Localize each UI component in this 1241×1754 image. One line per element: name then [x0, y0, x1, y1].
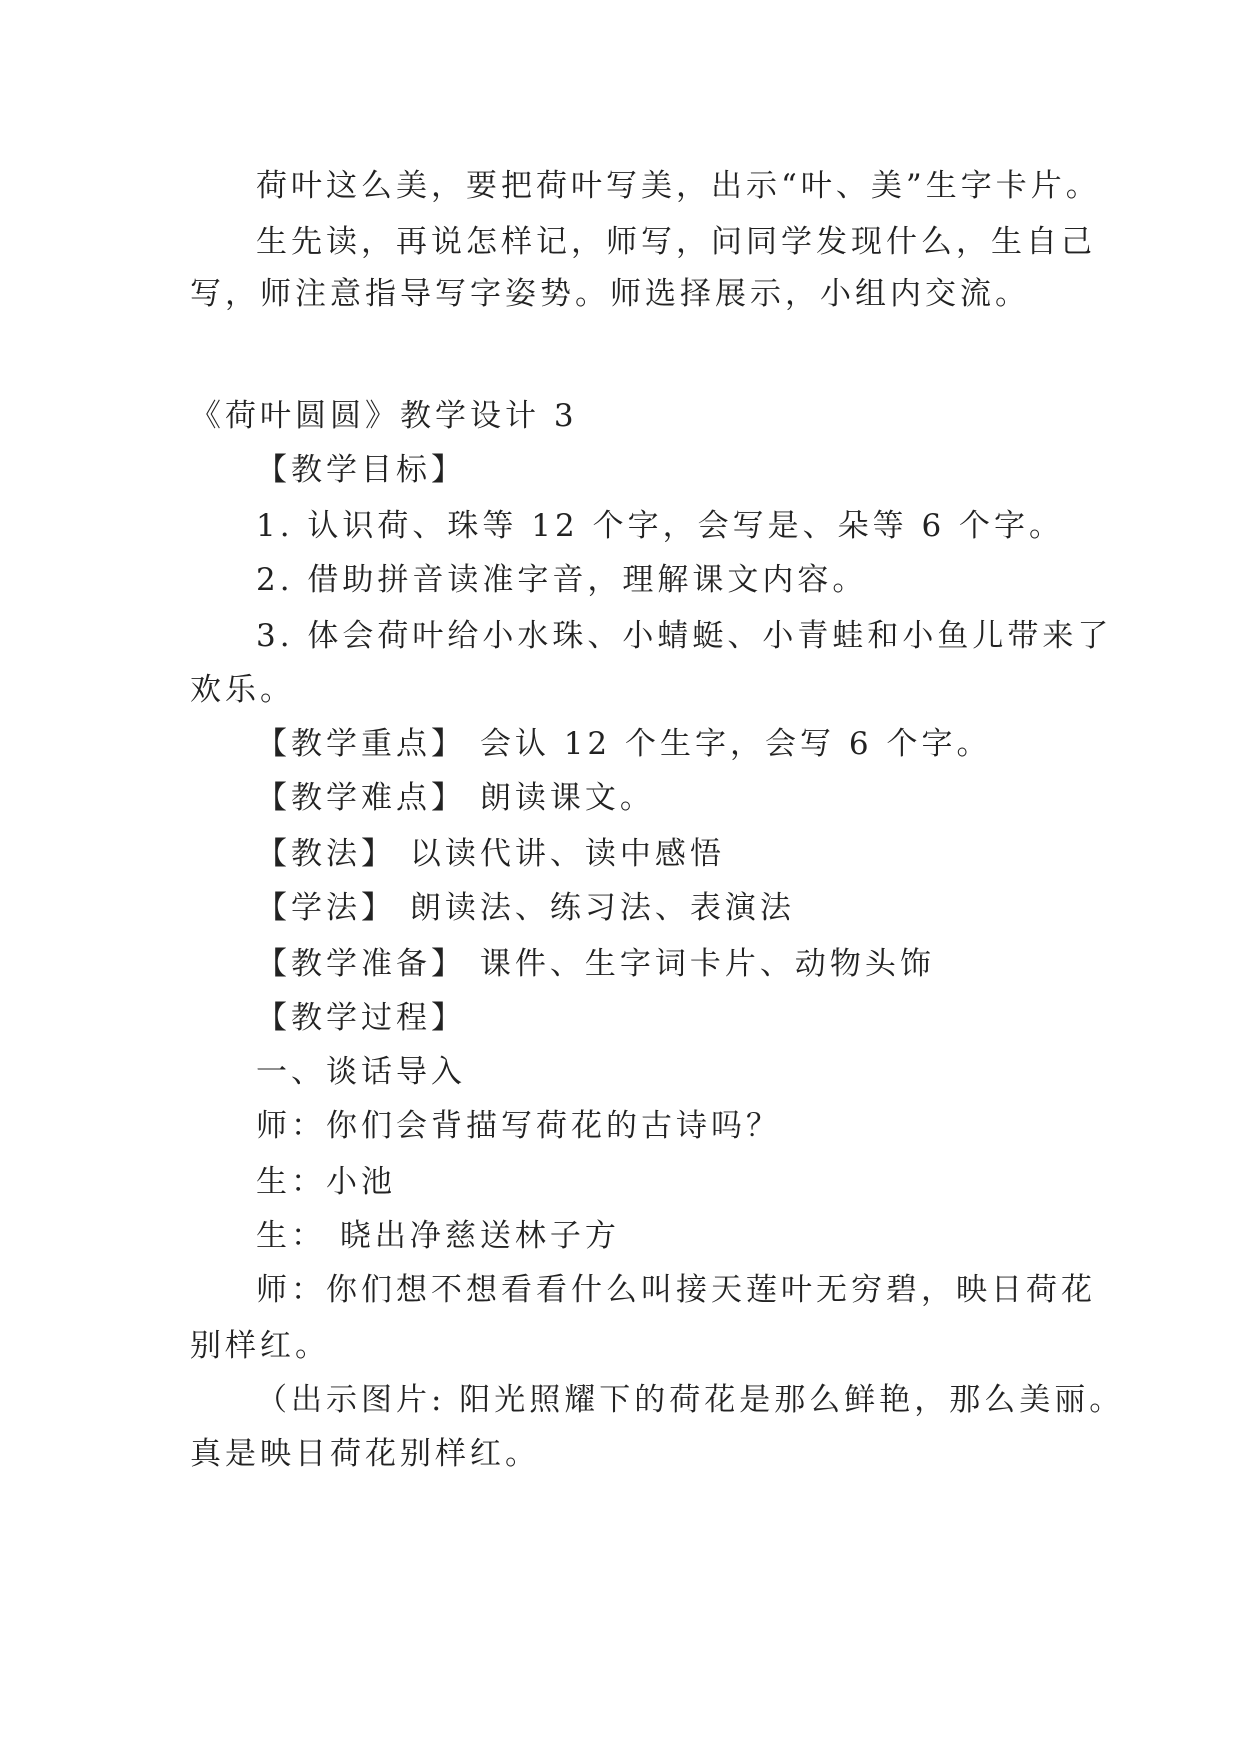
- student-answer-1: 生：小池: [256, 1164, 396, 1200]
- goal-item-2: 2. 借助拼音读准字音，理解课文内容。: [256, 562, 868, 598]
- teacher-question-1: 师：你们会背描写荷花的古诗吗？: [256, 1108, 781, 1144]
- intro-paragraph-2-line-1: 生先读，再说怎样记，师写，问同学发现什么，生自己: [256, 224, 1096, 260]
- step-1-heading: 一、谈话导入: [256, 1054, 466, 1090]
- learning-method: 【学法】 朗读法、练习法、表演法: [256, 890, 795, 926]
- student-answer-2: 生： 晓出净慈送林子方: [256, 1218, 620, 1254]
- intro-paragraph-2-line-2: 写，师注意指导写字姿势。师选择展示，小组内交流。: [190, 276, 1030, 312]
- show-picture-line-2: 真是映日荷花别样红。: [190, 1436, 540, 1472]
- show-picture-line-1: （出示图片: 阳光照耀下的荷花是那么鲜艳，那么美丽。: [256, 1382, 1125, 1418]
- key-point: 【教学重点】 会认 12 个生字，会写 6 个字。: [256, 726, 992, 762]
- intro-paragraph-1: 荷叶这么美，要把荷叶写美，出示“叶、美”生字卡片。: [256, 168, 1101, 204]
- process-header: 【教学过程】: [256, 1000, 466, 1036]
- teacher-question-2-line-2: 别样红。: [190, 1328, 330, 1364]
- goal-header: 【教学目标】: [256, 452, 466, 488]
- teacher-question-2-line-1: 师：你们想不想看看什么叫接天莲叶无穷碧，映日荷花: [256, 1272, 1096, 1308]
- section-title: 《荷叶圆圆》教学设计 3: [190, 398, 578, 434]
- goal-item-1: 1. 认识荷、珠等 12 个字，会写是、朵等 6 个字。: [256, 508, 1065, 544]
- goal-item-3-line-2: 欢乐。: [190, 672, 295, 708]
- teaching-method: 【教法】 以读代讲、读中感悟: [256, 836, 725, 872]
- preparation: 【教学准备】 课件、生字词卡片、动物头饰: [256, 946, 935, 982]
- difficulty: 【教学难点】 朗读课文。: [256, 780, 655, 816]
- goal-item-3-line-1: 3. 体会荷叶给小水珠、小蜻蜓、小青蛙和小鱼儿带来了: [256, 618, 1113, 654]
